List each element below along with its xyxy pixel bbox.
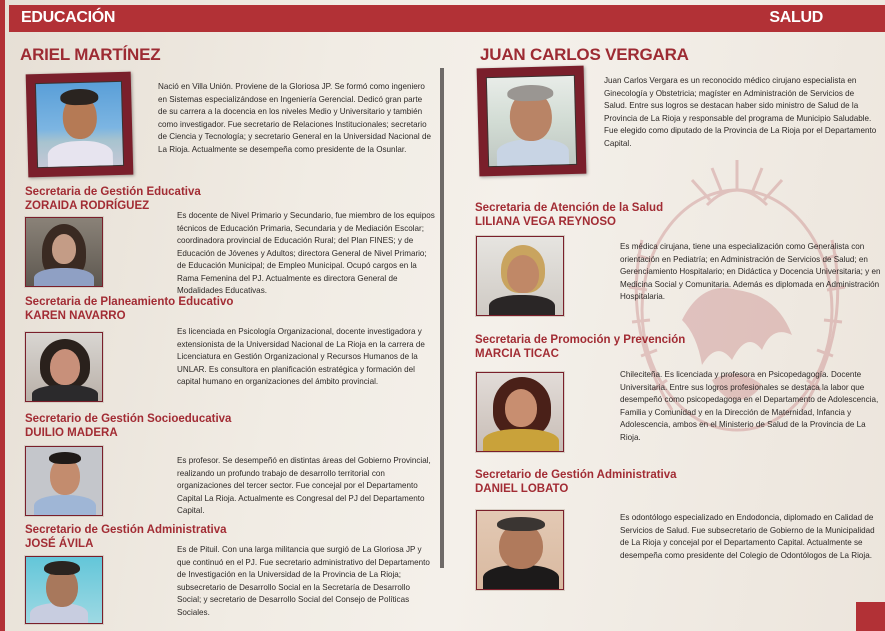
health-leader-photo [477,66,587,177]
member-name: ZORAIDA RODRÍGUEZ [25,200,150,212]
member-photo [476,236,564,316]
member-role [25,185,201,213]
member-name: MARCIA TICAC [475,348,559,360]
member-name: JOSÉ ÁVILA [25,538,94,550]
member-role [475,468,677,496]
member-role [475,201,663,229]
member-bio: Es licenciada en Psicología Organizacional, docente investigadora y extensionista de la Universidad Nacional de La Rioja en la carrera de Licenciatura en Gestión Organizacional y Recursos Humanos de la UNLAR. Es consultora en planificación estratégica y formación del capital humano en organizaciones del ámbito provincial. [177,327,425,386]
member-bio: Es de Pituil. Con una larga militancia que surgió de La Gloriosa JP y que continuó en el PJ. Fue secretario administrativo del Departamento de Investigación en la Universidad de la Provincia de La Rioja; subsecretario de Desarrollo Social en la Secretaría de Desarrollo Social; y secretario de Desarrollo Social del Consejo de Políticas Sociales. [177,545,430,617]
member-role-title: Secretaria de Gestión Educativa [25,186,201,198]
member-role-title: Secretario de Gestión Socioeducativa [25,413,232,425]
member-name: DUILIO MADERA [25,427,118,439]
member-photo [476,510,564,590]
member-role [25,295,233,323]
section-header-bar [9,5,885,32]
corner-accent-block [856,602,885,631]
member-role-title: Secretaria de Promoción y Prevención [475,334,686,346]
member-name: DANIEL LOBATO [475,483,569,495]
member-name: KAREN NAVARRO [25,310,126,322]
member-role [25,412,231,440]
left-accent-strip [0,0,5,631]
health-leader-name: JUAN CARLOS VERGARA [480,45,689,64]
column-divider [440,68,444,568]
member-photo [25,446,103,516]
member-name: LILIANA VEGA REYNOSO [475,216,616,228]
education-leader-bio: Nació en Villa Unión. Proviene de la Gloriosa JP. Se formó como ingeniero en Sistemas especializándose en Ingeniería Gerencial. Dedicó gran parte de su carrera a la docencia en los niveles Medio y Universitario y también como investigador. Fue secretario de Relaciones Institucionales; secretario de Ciencia y Tecnología; y secretario General en la Universidad Nacional de La Rioja. Actualmente se desempeña como presidente de la Osunlar. [158,82,431,154]
member-bio: Chileciteña. Es licenciada y profesora en Psicopedagogía. Docente Universitaria. Entre sus logros profesionales se destaca la labor que desempeñó como psicopedagoga en el Departamento de Adolescencia, Familia y Comunidad y en la Dirección de Maternidad, Infancia y Adolescencia, ambos en el Ministerio de Salud de la Provincia de La Rioja. [620,370,879,442]
member-bio: Es docente de Nivel Primario y Secundario, fue miembro de los equipos técnicos de Educación Primaria, Secundaria y de Mediación Escolar; coordinadora provincial de Educación Rural; del Plan FINES; y de Educación de Jóvenes y Adultos; directora General de Nivel Primario; de Educación Municipal; de Empleo Municipal. Ocupó cargos en la Rama Femenina del PJ. Actualmente es directora General de Modalidades Educativas. [177,211,435,295]
member-photo [25,556,103,624]
member-role-title: Secretaria de Planeamiento Educativo [25,296,234,308]
health-leader-bio: Juan Carlos Vergara es un reconocido médico cirujano especialista en Ginecología y Obstetricia; magíster en Administración de Servicios de Salud. Entre sus logros se destacan haber sido ministro de Salud de la Provincia de La Rioja y responsable del programa de Municipio Saludable. Fue elegido como diputado de la Provincia de La Rioja por el Departamento Capital. [604,76,877,148]
member-photo [25,217,103,287]
member-role [475,333,685,361]
member-role-title: Secretario de Gestión Administrativa [25,524,227,536]
education-section-title: EDUCACIÓN [21,9,116,26]
member-role-title: Secretario de Gestión Administrativa [475,469,677,481]
member-bio: Es odontólogo especializado en Endodoncia, diplomado en Calidad de Servicios de Salud. Fue subsecretario de Gobierno de la Municipalidad de La Rioja y concejal por el Departamento Capital. Actualmente se desempeña como presidente del Colegio de Odontólogos de La Rioja. [620,513,875,560]
member-photo [476,372,564,452]
member-role-title: Secretaria de Atención de la Salud [475,202,664,214]
education-leader-name: ARIEL MARTÍNEZ [20,45,161,64]
member-bio: Es profesor. Se desempeñó en distintas áreas del Gobierno Provincial, realizando un profundo trabajo de desarrollo territorial con organizaciones del tercer sector. Fue concejal por el Departamento Capital La Rioja. Actualmente es Congresal del PJ del Departamento Capital. [177,456,431,515]
health-section-title: SALUD [769,9,823,26]
education-leader-photo [26,72,134,178]
member-bio: Es médica cirujana, tiene una especialización como Generalista con orientación en Pediatría; en Administración de Servicios de Salud; en Gerenciamiento Hospitalario; en Didáctica y Docencia Universitaria; y en Medicina Social y Comunitaria. Además es diplomada en Administración Hospitalaria. [620,242,881,301]
member-photo [25,332,103,402]
